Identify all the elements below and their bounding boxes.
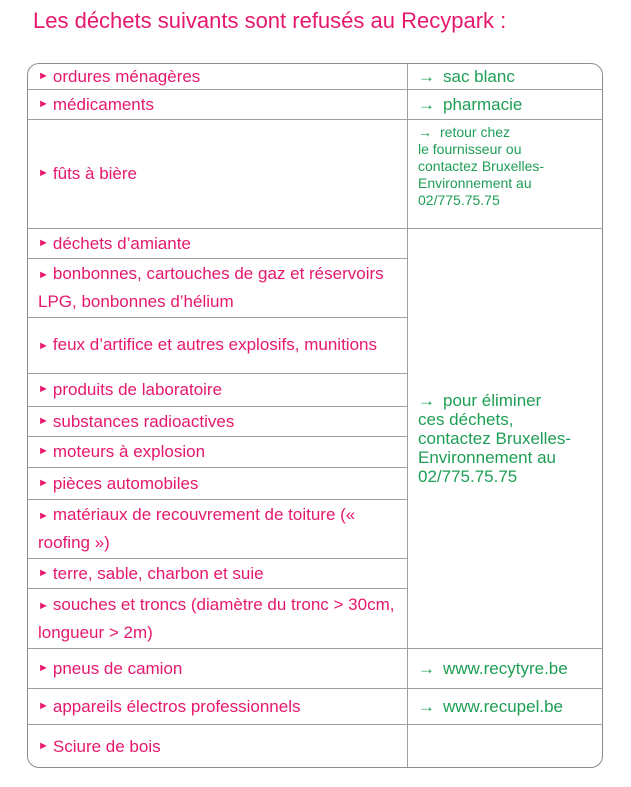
table-row	[28, 689, 602, 724]
bullet-icon: ►	[38, 97, 49, 110]
waste-item	[28, 437, 408, 467]
arrow-icon: →	[418, 124, 432, 140]
waste-label: produits de laboratoire	[52, 380, 223, 399]
waste-label: pièces automobiles	[52, 473, 199, 493]
bullet-icon: ►	[38, 269, 49, 281]
waste-label: Sciure de bois	[52, 736, 161, 756]
table-row	[28, 649, 602, 688]
waste-label: médicaments	[52, 94, 154, 114]
waste-label: ordures ménagères	[52, 66, 201, 86]
bullet-icon: ►	[38, 236, 49, 249]
waste-label: pneus de camion	[52, 658, 183, 678]
bullet-icon: ►	[38, 699, 49, 712]
waste-item	[28, 725, 408, 768]
destination-cell	[408, 649, 602, 688]
destination-text: sac blanc	[443, 66, 515, 86]
waste-label: matériaux de recouvrement de toiture (« roofing »)	[38, 505, 356, 552]
destination-text: pour éliminer ces déchets, contactez Bruxelles- Environnement au 02/775.75.75	[418, 390, 572, 486]
waste-label: bonbonnes, cartouches de gaz et réservoirs LPG, bonbonnes d’hélium	[38, 264, 384, 311]
waste-label: feux d’artifice et autres explosifs, munitions	[52, 334, 377, 354]
destination-cell	[408, 120, 602, 228]
waste-item	[28, 649, 408, 688]
destination-text: www.recytyre.be	[443, 658, 568, 678]
table-row	[28, 120, 602, 228]
table-row	[28, 90, 602, 119]
destination-text: retour chez le fournisseur ou contactez Bruxelles- Environnement au 02/775.75.75	[418, 124, 545, 208]
waste-label: appareils électros professionnels	[52, 696, 301, 716]
bullet-icon: ►	[38, 383, 49, 395]
bullet-icon: ►	[38, 739, 49, 752]
waste-label: fûts à bière	[52, 164, 137, 183]
destination-text: www.recupel.be	[443, 696, 564, 716]
arrow-icon: →	[418, 66, 435, 86]
bullet-icon: ►	[38, 167, 49, 179]
waste-item	[28, 120, 408, 228]
waste-label: terre, sable, charbon et suie	[52, 563, 264, 583]
arrow-icon: →	[418, 658, 435, 678]
waste-item	[28, 500, 408, 558]
refused-waste-table	[27, 63, 603, 768]
bullet-icon: ►	[38, 414, 49, 427]
bullet-icon: ►	[38, 476, 49, 489]
bullet-icon: ►	[38, 661, 49, 674]
table-row	[28, 64, 602, 89]
waste-item	[28, 468, 408, 499]
bullet-icon: ►	[38, 69, 49, 82]
waste-item	[28, 64, 408, 89]
waste-label: souches et troncs (diamètre du tronc > 30cm, longueur > 2m)	[38, 594, 395, 642]
arrow-icon: →	[418, 696, 435, 716]
destination-cell	[408, 90, 602, 119]
waste-item	[28, 374, 408, 406]
bullet-icon: ►	[38, 510, 49, 522]
table-row	[28, 725, 602, 768]
waste-item	[28, 559, 408, 588]
bullet-icon: ►	[38, 445, 49, 457]
waste-item	[28, 318, 408, 373]
arrow-icon: →	[418, 94, 435, 114]
page-title: Les déchets suivants sont refusés au Recypark :	[33, 8, 507, 33]
waste-item	[28, 689, 408, 724]
bullet-icon: ►	[38, 339, 49, 352]
waste-item	[28, 589, 408, 648]
waste-item	[28, 407, 408, 436]
destination-cell	[408, 689, 602, 724]
merged-destination-cell	[408, 228, 602, 648]
waste-item	[28, 90, 408, 119]
waste-label: substances radioactives	[52, 411, 235, 431]
destination-cell	[408, 64, 602, 89]
destination-text: pharmacie	[443, 94, 523, 114]
waste-item	[28, 229, 408, 258]
waste-label: déchets d’amiante	[52, 233, 191, 253]
arrow-icon: →	[418, 390, 435, 410]
bullet-icon: ►	[38, 599, 49, 612]
bullet-icon: ►	[38, 566, 49, 579]
waste-label: moteurs à explosion	[52, 442, 206, 461]
waste-item	[28, 259, 408, 317]
